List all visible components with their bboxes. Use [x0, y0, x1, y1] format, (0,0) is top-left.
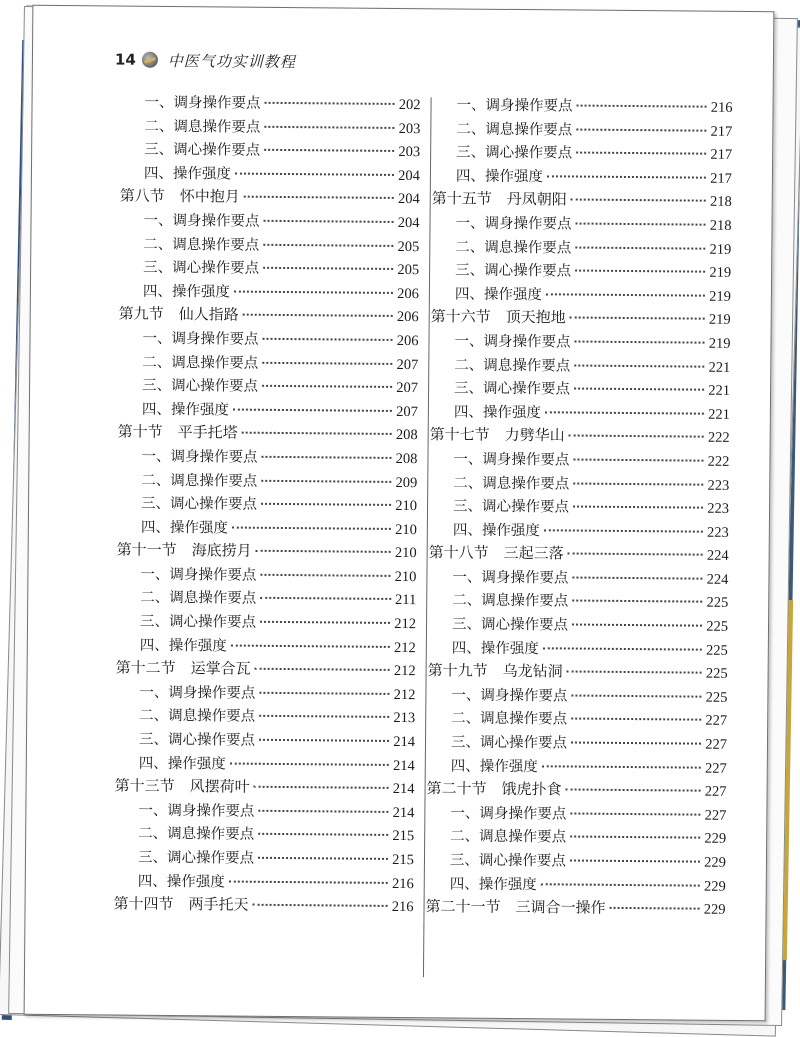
toc-entry [117, 468, 417, 494]
toc-entry [119, 279, 419, 305]
toc-entry-label: 二、调息操作要点 [142, 354, 259, 372]
toc-leader-dots [541, 883, 700, 886]
toc-entry [118, 374, 418, 400]
toc-entry [117, 444, 417, 470]
toc-entry [426, 848, 726, 874]
toc-entry-label: 一、调身操作要点 [452, 569, 569, 587]
toc-entry-label: 三、调心操作要点 [142, 377, 259, 395]
toc-entry-page: 217 [710, 146, 733, 164]
toc-entry-label: 三、调心操作要点 [449, 852, 567, 870]
toc-entry [116, 586, 416, 612]
toc-entry-page: 222 [707, 453, 730, 470]
toc-entry-label: 二、调息操作要点 [453, 474, 570, 492]
toc-leader-dots [229, 880, 388, 883]
toc-section-entry [114, 775, 414, 801]
toc-leader-dots [258, 833, 388, 836]
toc-entry-page: 205 [397, 262, 420, 279]
toc-entry [429, 518, 729, 544]
toc-leader-dots [568, 553, 703, 556]
toc-entry-label: 第十三节 风摆荷叶 [114, 776, 250, 796]
toc-entry-label: 一、调身操作要点 [141, 448, 258, 466]
toc-entry-label: 一、调身操作要点 [144, 94, 261, 112]
toc-entry-page: 210 [395, 498, 418, 515]
toc-entry-label: 三、调心操作要点 [450, 734, 568, 752]
toc-entry [115, 751, 415, 777]
toc-entry-label: 一、调身操作要点 [451, 687, 568, 705]
book-logo-icon [142, 52, 158, 68]
toc-entry [119, 209, 419, 235]
toc-entry-page: 222 [707, 430, 730, 447]
toc-entry-label: 一、调身操作要点 [455, 215, 572, 233]
toc-leader-dots [261, 479, 391, 482]
toc-leader-dots [259, 692, 389, 695]
toc-entry [430, 376, 730, 402]
toc-entry-page: 225 [705, 642, 728, 659]
toc-entry [116, 562, 416, 588]
toc-entry-page: 227 [705, 713, 728, 730]
toc-entry [428, 589, 728, 615]
toc-entry-page: 216 [391, 899, 414, 916]
toc-leader-dots [573, 506, 703, 509]
toc-leader-dots [244, 196, 394, 199]
toc-leader-dots [258, 810, 388, 813]
toc-entry-label: 一、调身操作要点 [453, 451, 570, 469]
toc-leader-dots [574, 388, 704, 391]
toc-leader-dots [261, 503, 391, 506]
toc-leader-dots [259, 715, 389, 718]
toc-entry-page: 215 [392, 828, 415, 845]
toc-leader-dots [569, 435, 704, 438]
toc-entry-label: 三、调心操作要点 [452, 498, 570, 516]
toc-entry-label: 二、调息操作要点 [138, 826, 255, 844]
toc-entry [117, 515, 417, 541]
toc-entry [432, 164, 732, 190]
toc-entry-page: 204 [397, 214, 420, 232]
toc-right-column [425, 93, 732, 921]
toc-entry-label: 二、调息操作要点 [143, 236, 260, 254]
toc-entry [432, 140, 732, 166]
toc-entry-page: 203 [398, 120, 421, 137]
toc-entry-page: 204 [398, 167, 421, 184]
toc-entry-label: 四、操作强度 [452, 522, 540, 539]
toc-entry-label: 第十七节 力劈华山 [429, 425, 565, 445]
toc-leader-dots [571, 199, 706, 202]
toc-page [24, 5, 775, 1021]
toc-entry-page: 214 [392, 804, 415, 821]
toc-entry-page: 217 [710, 170, 732, 187]
toc-entry-page: 216 [391, 875, 414, 892]
toc-leader-dots [547, 175, 706, 178]
toc-entry [427, 707, 727, 733]
toc-entry-page: 210 [395, 521, 417, 538]
toc-entry-label: 二、调息操作要点 [140, 590, 257, 608]
toc-entry [426, 801, 726, 827]
toc-entry-page: 221 [708, 359, 731, 376]
toc-entry-label: 二、调息操作要点 [451, 710, 568, 728]
toc-entry [432, 93, 732, 119]
toc-leader-dots [576, 152, 706, 155]
toc-entry-page: 227 [704, 807, 727, 824]
toc-entry [428, 612, 728, 638]
toc-entry [117, 492, 417, 518]
toc-entry-page: 223 [707, 524, 729, 541]
toc-leader-dots [576, 128, 706, 131]
toc-entry-label: 二、调息操作要点 [454, 357, 571, 375]
toc-leader-dots [258, 857, 388, 860]
toc-entry-label: 三、调心操作要点 [451, 616, 569, 634]
toc-entry-label: 三、调心操作要点 [456, 144, 573, 162]
toc-entry-page: 221 [708, 382, 731, 400]
toc-entry-label: 第十五节 丹凤朝阳 [431, 189, 567, 209]
toc-entry-page: 219 [709, 241, 732, 258]
toc-entry-label: 二、调息操作要点 [450, 828, 567, 846]
toc-leader-dots [260, 597, 391, 600]
toc-entry-page: 218 [709, 217, 732, 234]
toc-entry-page: 229 [704, 831, 727, 848]
toc-entry [427, 754, 727, 780]
toc-entry-label: 三、调心操作要点 [139, 613, 257, 631]
toc-entry-label: 第十一节 海底捞月 [116, 540, 252, 560]
toc-entry-label: 二、调息操作要点 [139, 708, 256, 726]
toc-entry-page: 212 [394, 616, 417, 633]
toc-entry-page: 206 [396, 332, 419, 350]
toc-leader-dots [610, 907, 700, 910]
toc-leader-dots [234, 290, 393, 293]
toc-entry-label: 四、操作强度 [137, 873, 225, 891]
toc-entry-page: 229 [704, 854, 727, 871]
toc-entry-page: 225 [705, 665, 728, 683]
toc-leader-dots [263, 338, 393, 341]
toc-entry [114, 846, 414, 872]
toc-leader-dots [570, 317, 705, 320]
toc-entry [120, 138, 420, 164]
toc-leader-dots [242, 432, 392, 435]
toc-entry-label: 四、操作强度 [453, 404, 541, 421]
toc-entry-page: 218 [709, 194, 732, 211]
toc-entry-label: 二、调息操作要点 [455, 239, 572, 257]
toc-entry-page: 205 [397, 238, 420, 255]
toc-entry [115, 728, 415, 754]
toc-entry-page: 225 [706, 595, 729, 612]
toc-entry-page: 212 [393, 686, 416, 703]
toc-entry-page: 223 [707, 477, 730, 494]
toc-entry-page: 215 [392, 851, 415, 869]
toc-entry [431, 258, 731, 284]
toc-entry-page: 221 [708, 406, 730, 423]
toc-entry-label: 第十八节 三起三落 [428, 543, 564, 563]
toc-entry-label: 四、操作强度 [141, 401, 229, 419]
toc-entry-page: 210 [394, 545, 417, 562]
toc-leader-dots [570, 836, 700, 839]
toc-entry-page: 229 [703, 878, 726, 895]
toc-entry-page: 207 [396, 380, 419, 397]
page-number: 14 [114, 50, 136, 69]
toc-entry [118, 397, 418, 423]
toc-leader-dots [573, 482, 703, 485]
toc-entry-label: 四、操作强度 [450, 758, 538, 775]
toc-entry-label: 第十二节 运掌合瓦 [115, 658, 251, 678]
toc-leader-dots [576, 222, 706, 225]
toc-leader-dots [570, 812, 700, 815]
toc-leader-dots [233, 408, 392, 411]
toc-entry-label: 一、调身操作要点 [138, 802, 255, 820]
toc-entry [432, 117, 732, 143]
toc-entry-page: 225 [705, 689, 728, 706]
toc-leader-dots [230, 762, 389, 765]
toc-entry-label: 三、调心操作要点 [144, 141, 261, 159]
toc-entry-label: 三、调心操作要点 [454, 380, 571, 398]
toc-entry-page: 219 [709, 288, 731, 305]
toc-leader-dots [572, 576, 702, 579]
toc-leader-dots [231, 644, 390, 647]
toc-entry-page: 204 [397, 191, 420, 208]
toc-leader-dots [254, 786, 389, 789]
toc-entry-label: 四、操作强度 [449, 876, 537, 893]
toc-leader-dots [264, 220, 394, 223]
toc-leader-dots [577, 105, 707, 108]
toc-entry-label: 三、调心操作要点 [141, 495, 258, 513]
toc-entry-page: 227 [705, 736, 728, 753]
toc-leader-dots [544, 529, 703, 532]
toc-entry [430, 329, 730, 355]
toc-entry-page: 207 [396, 403, 418, 420]
toc-leader-dots [263, 267, 393, 270]
toc-entry-label: 第十节 平手托塔 [117, 422, 238, 442]
toc-section-entry [118, 421, 418, 447]
toc-entry-label: 四、操作强度 [143, 165, 232, 183]
toc-entry-label: 四、操作强度 [140, 519, 228, 537]
toc-entry-page: 219 [708, 312, 731, 329]
toc-entry [428, 636, 728, 662]
toc-leader-dots [255, 668, 390, 671]
toc-entry-page: 224 [706, 571, 729, 588]
toc-entry-page: 206 [396, 309, 419, 326]
toc-entry-page: 217 [710, 123, 733, 140]
toc-leader-dots [243, 314, 393, 317]
toc-entry-page: 210 [394, 568, 417, 586]
toc-leader-dots [571, 694, 701, 697]
toc-entry-label: 四、操作强度 [142, 283, 230, 301]
toc-entry-page: 216 [710, 99, 733, 116]
toc-leader-dots [261, 456, 391, 459]
toc-entry-label: 一、调身操作要点 [140, 566, 257, 584]
toc-entry-label: 一、调身操作要点 [456, 97, 573, 115]
toc-leader-dots [566, 789, 701, 792]
toc-entry-page: 212 [393, 663, 416, 680]
toc-section-entry [426, 777, 726, 803]
toc-leader-dots [262, 385, 392, 388]
toc-entry [430, 353, 730, 379]
toc-leader-dots [253, 904, 388, 907]
toc-entry-page: 206 [397, 285, 419, 302]
toc-entry [116, 633, 416, 659]
toc-leader-dots [573, 458, 703, 461]
toc-entry-label: 二、调息操作要点 [456, 121, 573, 139]
toc-entry [431, 211, 731, 237]
toc-entry-page: 219 [708, 335, 731, 352]
toc-entry-page: 208 [395, 450, 418, 468]
toc-section-entry [119, 303, 419, 329]
toc-entry [428, 565, 728, 591]
toc-section-entry [430, 424, 730, 450]
toc-leader-dots [264, 149, 394, 152]
toc-entry-page: 227 [704, 760, 727, 777]
toc-entry-label: 第九节 仙人指路 [118, 304, 239, 324]
toc-entry-label: 四、操作强度 [138, 755, 226, 773]
toc-leader-dots [265, 102, 395, 105]
toc-leader-dots [543, 647, 702, 650]
toc-entry-label: 一、调身操作要点 [139, 684, 256, 702]
toc-entry-page: 214 [392, 781, 415, 798]
toc-entry-page: 214 [392, 757, 415, 774]
toc-leader-dots [263, 243, 393, 246]
toc-section-entry [428, 660, 728, 686]
toc-leader-dots [260, 574, 390, 577]
toc-entry-label: 四、操作强度 [454, 286, 542, 303]
book-title: 中医气功实训教程 [167, 51, 296, 71]
toc-entry-label: 四、操作强度 [139, 637, 227, 655]
toc-section-entry [425, 895, 725, 921]
toc-entry-label: 二、调息操作要点 [144, 118, 261, 136]
toc-entry-label: 第八节 怀中抱月 [119, 186, 240, 206]
toc-entry-page: 207 [396, 356, 419, 373]
toc-left-column [113, 91, 420, 919]
toc-entry-label: 一、调身操作要点 [450, 805, 567, 823]
toc-entry-page: 224 [706, 547, 729, 565]
toc-entry [431, 282, 731, 308]
toc-entry-page: 203 [398, 144, 421, 161]
toc-entry [118, 326, 418, 352]
toc-leader-dots [260, 621, 390, 624]
toc-entry [119, 232, 419, 258]
toc-entry-page: 214 [393, 733, 416, 751]
toc-entry [426, 872, 726, 898]
toc-entry-label: 四、操作强度 [451, 640, 539, 657]
page-header [115, 47, 296, 75]
toc-entry-page: 227 [704, 783, 727, 801]
toc-leader-dots [232, 526, 391, 529]
toc-section-entry [116, 657, 416, 683]
toc-section-entry [120, 185, 420, 211]
toc-entry-page: 209 [395, 474, 418, 491]
toc-entry [115, 704, 415, 730]
toc-entry-label: 第十九节 乌龙钻洞 [427, 661, 563, 681]
toc-leader-dots [262, 361, 392, 364]
toc-entry-page: 208 [395, 427, 418, 444]
toc-entry-page: 219 [709, 264, 732, 282]
toc-entry [426, 825, 726, 851]
toc-entry-page: 213 [393, 710, 416, 727]
toc-entry-page: 212 [394, 639, 416, 656]
toc-leader-dots [235, 172, 394, 175]
toc-leader-dots [542, 765, 701, 768]
toc-leader-dots [256, 550, 391, 553]
toc-entry-label: 第十四节 两手托天 [113, 894, 249, 914]
toc-entry [118, 350, 418, 376]
toc-entry [120, 161, 420, 187]
toc-entry [114, 822, 414, 848]
toc-leader-dots [567, 671, 702, 674]
toc-leader-dots [572, 624, 702, 627]
toc-entry [114, 869, 414, 895]
toc-entry [431, 235, 731, 261]
toc-entry [120, 91, 420, 117]
toc-entry [116, 610, 416, 636]
toc-entry-label: 三、调心操作要点 [138, 731, 256, 749]
toc-entry [114, 798, 414, 824]
toc-entry [429, 494, 729, 520]
toc-entry-page: 225 [706, 618, 729, 635]
toc-entry [119, 256, 419, 282]
toc-entry [427, 683, 727, 709]
toc-section-entry [113, 893, 413, 919]
toc-leader-dots [545, 411, 704, 414]
toc-leader-dots [571, 742, 701, 745]
toc-entry-page: 211 [394, 592, 417, 609]
toc-entry-page: 229 [703, 901, 726, 919]
toc-leader-dots [570, 860, 700, 863]
toc-leader-dots [572, 600, 702, 603]
toc-entry-label: 二、调息操作要点 [452, 592, 569, 610]
toc-entry-label: 一、调身操作要点 [143, 212, 260, 230]
toc-entry-label: 三、调心操作要点 [137, 849, 255, 867]
toc-leader-dots [575, 246, 705, 249]
toc-section-entry [431, 306, 731, 332]
toc-section-entry [432, 188, 732, 214]
toc-entry-label: 三、调心操作要点 [455, 262, 572, 280]
toc-entry [429, 447, 729, 473]
toc-entry-label: 二、调息操作要点 [141, 472, 258, 490]
toc-entry [115, 680, 415, 706]
toc-entry-label: 第二十节 饿虎扑食 [426, 779, 562, 799]
toc-section-entry [429, 542, 729, 568]
toc-entry-label: 三、调心操作要点 [143, 259, 260, 277]
toc-leader-dots [574, 364, 704, 367]
toc-entry-page: 223 [707, 500, 730, 517]
toc-leader-dots [264, 125, 394, 128]
toc-entry [430, 400, 730, 426]
toc-entry-label: 一、调身操作要点 [454, 333, 571, 351]
toc-entry-label: 第十六节 顶天抱地 [430, 307, 566, 327]
toc-entry-page: 202 [398, 96, 421, 114]
toc-entry-label: 一、调身操作要点 [142, 330, 259, 348]
toc-entry [427, 730, 727, 756]
toc-entry [429, 471, 729, 497]
toc-leader-dots [574, 340, 704, 343]
toc-section-entry [117, 539, 417, 565]
toc-entry-label: 四、操作强度 [455, 168, 544, 186]
toc-entry-label: 第二十一节 三调合一操作 [425, 897, 606, 918]
toc-entry [120, 114, 420, 140]
toc-leader-dots [546, 293, 705, 296]
toc-leader-dots [259, 739, 389, 742]
toc-leader-dots [575, 270, 705, 273]
toc-leader-dots [571, 718, 701, 721]
